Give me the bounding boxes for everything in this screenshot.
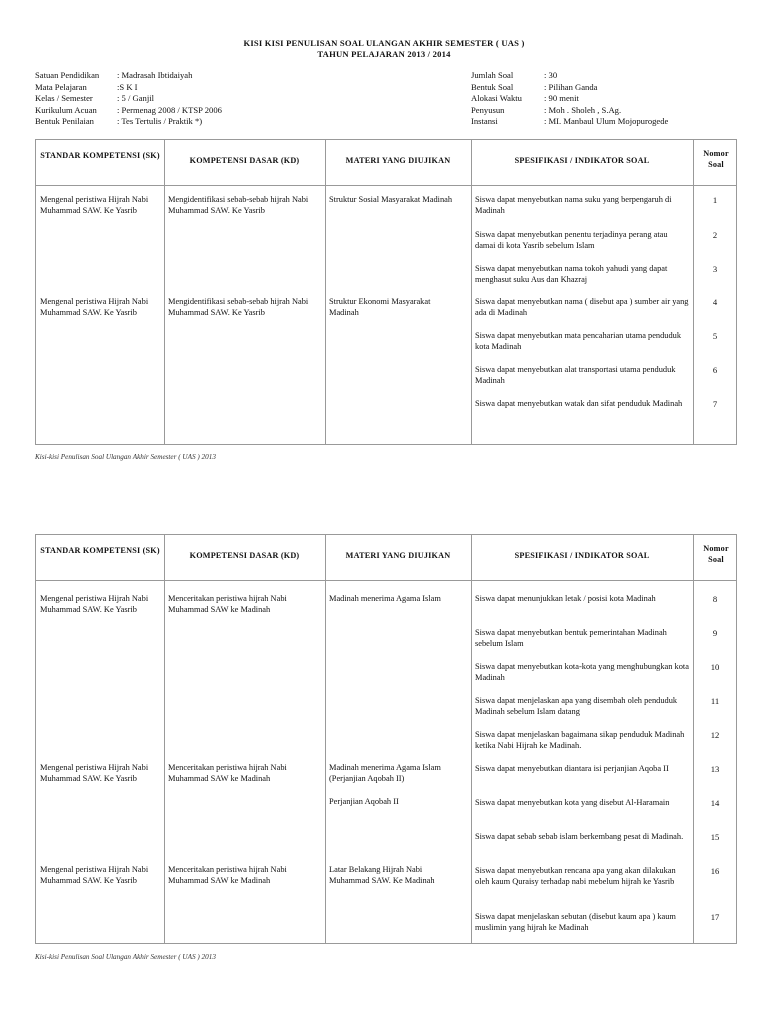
info-value: : Madrasah Ibtidaiyah — [117, 70, 193, 80]
indicator-cell: Siswa dapat menyebutkan nama tokoh yahudi yang dapat menghasut suku Aus dan Khazraj — [475, 264, 668, 284]
header-divider — [36, 185, 736, 186]
indicator-cell: Siswa dapat menjelaskan sebutan (disebut kaum apa ) kaum muslimin yang hijrah ke Madinah — [475, 912, 676, 932]
indicator-cell: Siswa dapat menjelaskan bagaimana sikap penduduk Madinah ketika Nabi Hijrah ke Madinah. — [475, 730, 685, 750]
sk-cell: Mengenal peristiwa Hijrah Nabi Muhammad SAW. Ke Yasrib — [40, 763, 149, 783]
info-row — [35, 70, 222, 82]
indicator-cell: Siswa dapat menunjukkan letak / posisi kota Madinah — [475, 594, 656, 603]
indicator-cell: Siswa dapat menyebutkan nama suku yang berpengaruh di Madinah — [475, 195, 672, 215]
column-header-materi: MATERI YANG DIUJIKAN — [345, 551, 451, 560]
indicator-cell: Siswa dapat menjelaskan apa yang disembah oleh penduduk Madinah sebelum Islam datang — [475, 696, 678, 716]
indicator-cell: Siswa dapat menyebutkan penentu terjadinya perang atau damai di kota Yasrib sebelum Islam — [475, 230, 668, 250]
info-value: : 90 menit — [544, 93, 579, 103]
info-value: : Permenag 2008 / KTSP 2006 — [117, 104, 222, 115]
column-header-materi: MATERI YANG DIUJIKAN — [345, 156, 451, 165]
column-header-sk: STANDAR KOMPETENSI (SK) — [40, 151, 160, 160]
info-value: : 30 — [544, 70, 558, 80]
info-right — [471, 70, 668, 128]
sk-cell: Mengenal peristiwa Hijrah Nabi Muhammad SAW. Ke Yasrib — [40, 297, 149, 317]
column-header-kd: KOMPETENSI DASAR (KD) — [189, 551, 300, 560]
info-row — [471, 93, 668, 105]
info-row — [35, 116, 222, 128]
column-header-kd: KOMPETENSI DASAR (KD) — [189, 156, 300, 165]
question-number: 10 — [710, 662, 720, 672]
column-header-nomor: Nomor Soal — [703, 544, 729, 564]
indicator-cell: Siswa dapat menyebutkan watak dan sifat penduduk Madinah — [475, 399, 683, 408]
indicator-cell: Siswa dapat menyebutkan alat transportasi utama penduduk Madinah — [475, 365, 676, 385]
info-value: : 5 / Ganjil — [117, 93, 154, 103]
indicator-cell: Siswa dapat sebab sebab islam berkembang pesat di Madinah. — [475, 832, 684, 841]
info-label: Kelas / Semester — [35, 93, 93, 103]
info-left — [35, 70, 222, 128]
info-label: Instansi — [471, 116, 498, 126]
info-row — [35, 105, 222, 117]
sk-cell: Mengenal peristiwa Hijrah Nabi Muhammad SAW. Ke Yasrib — [40, 865, 149, 885]
info-value: :S K I — [117, 81, 138, 92]
info-label: Bentuk Penilaian — [35, 116, 94, 126]
question-number: 5 — [712, 331, 718, 341]
question-number: 3 — [712, 264, 718, 274]
kd-cell: Menceritakan peristiwa hijrah Nabi Muhammad SAW ke Madinah — [168, 594, 287, 614]
question-number: 17 — [710, 912, 720, 922]
header-divider — [36, 580, 736, 581]
materi-cell: Struktur Ekonomi Masyarakat Madinah — [329, 297, 431, 317]
info-label: Mata Pelajaran — [35, 81, 87, 92]
indicator-cell: Siswa dapat menyebutkan kota-kota yang menghubungkan kota Madinah — [475, 662, 689, 682]
question-number: 16 — [710, 866, 720, 876]
question-number: 13 — [710, 764, 720, 774]
info-label: Penyusun — [471, 104, 505, 115]
kisi-table-1 — [35, 139, 737, 445]
sk-cell: Mengenal peristiwa Hijrah Nabi Muhammad SAW. Ke Yasrib — [40, 594, 149, 614]
question-number: 1 — [712, 195, 718, 205]
materi-cell: Madinah menerima Agama Islam — [329, 594, 441, 603]
info-value: : MI. Manbaul Ulum Mojopurogede — [544, 116, 669, 126]
column-divider — [693, 535, 694, 943]
column-divider — [471, 535, 472, 943]
indicator-cell: Siswa dapat menyebutkan mata pencaharian utama penduduk kota Madinah — [475, 331, 682, 351]
materi-cell: Latar Belakang Hijrah Nabi Muhammad SAW. Ke Madinah — [329, 865, 435, 885]
question-number: 6 — [712, 365, 718, 375]
info-label: Alokasi Waktu — [471, 93, 522, 103]
info-row — [35, 82, 222, 94]
info-row — [471, 105, 668, 117]
info-row — [471, 116, 668, 128]
kd-cell: Mengidentifikasi sebab-sebab hijrah Nabi Muhammad SAW. Ke Yasrib — [168, 297, 309, 317]
info-value: : Pilihan Ganda — [544, 81, 598, 92]
indicator-cell: Siswa dapat menyebutkan bentuk pemerintahan Madinah sebelum Islam — [475, 628, 667, 648]
kisi-table-2 — [35, 534, 737, 944]
info-value: : Tes Tertulis / Praktik *) — [117, 116, 203, 126]
kd-cell: Menceritakan peristiwa hijrah Nabi Muhammad SAW ke Madinah — [168, 763, 287, 783]
materi-cell: Struktur Sosial Masyarakat Madinah — [329, 195, 453, 204]
indicator-cell: Siswa dapat menyebutkan rencana apa yang akan dilakukan oleh kaum Quraisy terhadap nabi mebelum hijrah ke Yasrib — [475, 866, 676, 886]
document-title: KISI KISI PENULISAN SOAL ULANGAN AKHIR SEMESTER ( UAS ) — [243, 38, 525, 48]
indicator-cell: Siswa dapat menyebutkan kota yang disebut Al-Haramain — [475, 798, 670, 807]
info-row — [471, 70, 668, 82]
question-number: 8 — [712, 594, 718, 604]
question-number: 11 — [710, 696, 720, 706]
sk-cell: Mengenal peristiwa Hijrah Nabi Muhammad SAW. Ke Yasrib — [40, 195, 149, 215]
question-number: 14 — [710, 798, 720, 808]
info-row — [35, 93, 222, 105]
question-number: 9 — [712, 628, 718, 638]
question-number: 7 — [712, 399, 718, 409]
question-number: 15 — [710, 832, 720, 842]
page-footer: Kisi-kisi Penulisan Soal Ulangan Akhir Semester ( UAS ) 2013 — [35, 453, 216, 461]
indicator-cell: Siswa dapat menyebutkan nama ( disebut apa ) sumber air yang ada di Madinah — [475, 297, 689, 317]
materi-cell: Madinah menerima Agama Islam (Perjanjian Aqobah II) — [329, 763, 441, 783]
kd-cell: Mengidentifikasi sebab-sebab hijrah Nabi Muhammad SAW. Ke Yasrib — [168, 195, 309, 215]
column-header-indikator: SPESIFIKASI / INDIKATOR SOAL — [514, 156, 650, 165]
column-header-indikator: SPESIFIKASI / INDIKATOR SOAL — [514, 551, 650, 560]
indicator-cell: Siswa dapat menyebutkan diantara isi perjanjian Aqoba II — [475, 764, 669, 773]
question-number: 12 — [710, 730, 720, 740]
question-number: 4 — [712, 297, 718, 307]
info-label: Kurikulum Acuan — [35, 104, 97, 115]
info-label: Satuan Pendidikan — [35, 70, 100, 80]
info-label: Jumlah Soal — [471, 70, 514, 80]
kd-cell: Menceritakan peristiwa hijrah Nabi Muhammad SAW ke Madinah — [168, 865, 287, 885]
question-number: 2 — [712, 230, 718, 240]
column-header-sk: STANDAR KOMPETENSI (SK) — [40, 546, 160, 555]
page-footer: Kisi-kisi Penulisan Soal Ulangan Akhir Semester ( UAS ) 2013 — [35, 953, 216, 961]
column-divider — [164, 535, 165, 943]
column-divider — [325, 535, 326, 943]
info-value: : Moh . Sholeh , S.Ag. — [544, 104, 622, 115]
document-subtitle: TAHUN PELAJARAN 2013 / 2014 — [317, 49, 451, 59]
materi-cell: Perjanjian Aqobah II — [329, 797, 399, 806]
info-label: Bentuk Soal — [471, 81, 514, 92]
info-row — [471, 82, 668, 94]
column-header-nomor: Nomor Soal — [703, 149, 729, 169]
